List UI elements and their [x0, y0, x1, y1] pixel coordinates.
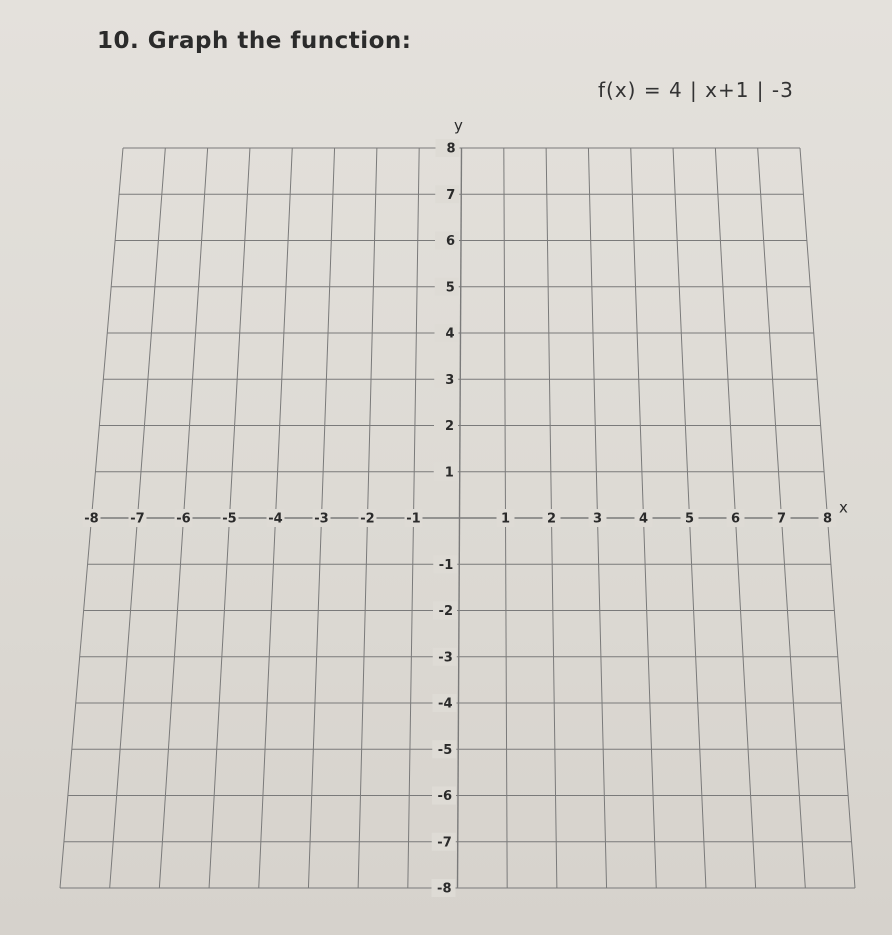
x-tick-label: 4: [638, 511, 649, 527]
x-tick-label: 1: [500, 511, 511, 527]
y-tick-label: 6: [445, 234, 455, 249]
x-tick-label: 7: [776, 511, 787, 527]
x-tick-label: 2: [546, 511, 557, 527]
y-tick-label: -4: [438, 696, 453, 712]
x-tick-label: 3: [592, 511, 603, 527]
y-axis-label: y: [454, 116, 463, 135]
x-tick-label: -4: [268, 511, 283, 527]
y-tick-label: 5: [445, 280, 455, 296]
x-tick-label: -3: [314, 511, 329, 527]
y-tick-label: 4: [445, 326, 455, 342]
y-tick-label: 2: [444, 419, 454, 434]
y-tick-label: -6: [437, 789, 452, 804]
y-tick-label: -2: [438, 604, 453, 619]
x-tick-label: -5: [222, 511, 237, 527]
x-axis-label: x: [839, 498, 848, 517]
y-tick-label: 1: [444, 465, 454, 481]
x-tick-label: 8: [822, 511, 833, 527]
y-tick-label: 8: [446, 141, 456, 157]
y-tick-label: -7: [437, 835, 452, 851]
y-tick-label: -1: [438, 557, 454, 573]
x-tick-label: 6: [730, 511, 741, 527]
function-expression: f(x) = 4 | x+1 | -3: [598, 78, 794, 102]
x-tick-label: -2: [360, 511, 375, 527]
y-tick-label: -5: [437, 742, 453, 758]
x-tick-label: 5: [684, 511, 695, 527]
x-tick-label: -6: [176, 511, 191, 527]
x-tick-label: -8: [84, 511, 99, 527]
y-tick-label: 3: [445, 372, 455, 388]
question-title: 10. Graph the function:: [97, 28, 412, 54]
y-tick-label: -3: [438, 650, 453, 666]
y-tick-label: -8: [437, 881, 452, 897]
x-tick-label: -1: [406, 511, 421, 527]
x-tick-label: -7: [130, 511, 145, 527]
y-tick-label: 7: [446, 187, 456, 203]
